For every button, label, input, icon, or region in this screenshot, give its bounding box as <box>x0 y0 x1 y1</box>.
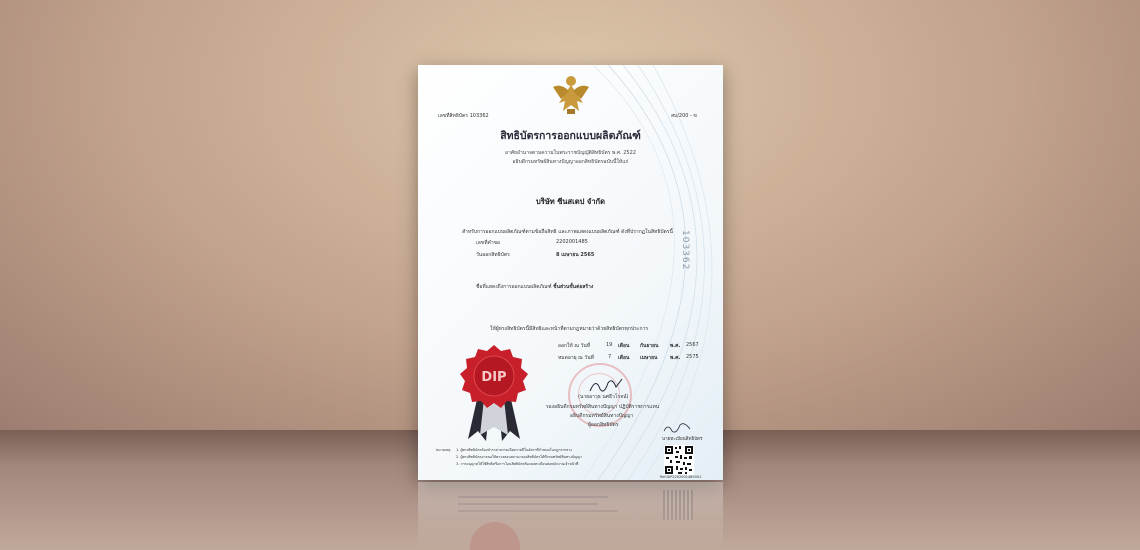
valid-row-2-month-label: เดือน <box>618 355 630 361</box>
valid-row-2-month: เมษายน <box>640 355 658 361</box>
valid-row-1-year: 2567 <box>686 342 699 348</box>
serial-vertical: 103362 <box>680 230 690 271</box>
design-name-line: ชื่อที่แสดงถึงการออกแบบผลิตภัณฑ์ ชิ้นส่วนชั้นต่อสร้าง <box>476 284 594 290</box>
rights-line: ให้ผู้ทรงสิทธิบัตรนี้มีสิทธิและหน้าที่ตามกฎหมายว่าด้วยสิทธิบัตรทุกประการ <box>490 326 649 332</box>
qr-code[interactable] <box>664 445 694 475</box>
seal-text: DIP <box>481 370 507 385</box>
registrar-label: นายทะเบียนสิทธิบัตร <box>662 437 703 442</box>
valid-row-1-day: 19 <box>606 342 613 348</box>
valid-row-1-month: กันยายน <box>640 343 659 349</box>
valid-row-2-day: 7 <box>608 354 612 360</box>
signer-title-2: อธิบดีกรมทรัพย์สินทางปัญญา <box>570 413 634 419</box>
issue-date: 8 เมษายน 2565 <box>556 252 595 258</box>
valid-row-1-year-label: พ.ศ. <box>670 343 681 349</box>
valid-row-1-label: ออกให้ ณ วันที่ <box>558 343 591 349</box>
cert-no-line: เลขที่สิทธิบัตร 103362 <box>438 113 489 119</box>
signer-title-1: รองอธิบดีกรมทรัพย์สินทางปัญญา ปฏิบัติราชการแทน <box>546 404 660 410</box>
signer-name: (นายอาวุธ นศธีวโรจน์) <box>578 394 629 400</box>
application-no: 2202001485 <box>556 239 588 245</box>
qr-caption: Ref.DIP2202001485001 <box>660 475 702 479</box>
subtitle-1: อาศัยอำนาจตามความในพระราชบัญญัติสิทธิบัตร พ.ศ. 2522 <box>505 150 636 156</box>
valid-row-1-month-label: เดือน <box>618 343 630 349</box>
garuda-emblem-icon <box>551 73 591 115</box>
form-code: สบ/200 - ข <box>671 113 697 119</box>
valid-row-2-label: หมดอายุ ณ วันที่ <box>558 355 594 361</box>
certificate-title: สิทธิบัตรการออกแบบผลิตภัณฑ์ <box>500 130 641 142</box>
registrar-signature <box>662 421 692 435</box>
certificate-reflection <box>418 482 723 550</box>
note-2: 2. ผู้ทรงสิทธิบัตรอาจขอให้ตรวจสอบสถานะของสิทธิบัตรได้ที่กรมทรัพย์สินทางปัญญา <box>456 455 583 459</box>
signer-title-3: ผู้ออกสิทธิบัตร <box>588 422 619 428</box>
issue-date-label: วันออกสิทธิบัตร <box>476 252 510 258</box>
note-3: 3. การอนุญาตให้ใช้สิทธิหรือการโอนสิทธิบัตรต้องจดทะเบียนต่อพนักงานเจ้าหน้าที่ <box>456 462 579 466</box>
company-name: บริษัท ซีนสเตป จำกัด <box>536 197 605 206</box>
note-1: 1. ผู้ทรงสิทธิบัตรต้องชำระค่าธรรมเนียมรายปีในอัตราที่กำหนดในกฎกระทรวง <box>456 448 573 452</box>
patent-certificate <box>418 65 723 480</box>
valid-row-2-year-label: พ.ศ. <box>670 355 681 361</box>
notes-label: หมายเหตุ <box>436 448 451 452</box>
intro-line: สำหรับการออกแบบผลิตภัณฑ์ตามข้อถือสิทธิ และภาพแสดงแบบผลิตภัณฑ์ ดังที่ปรากฏในสิทธิบัตรนี้ <box>462 229 673 235</box>
application-no-label: เลขที่คำขอ <box>476 240 501 246</box>
subtitle-2: อธิบดีกรมทรัพย์สินทางปัญญาออกสิทธิบัตรฉบับนี้ให้แก่ <box>512 159 629 165</box>
valid-row-2-year: 2575 <box>686 354 699 360</box>
dip-wax-seal <box>456 343 532 443</box>
